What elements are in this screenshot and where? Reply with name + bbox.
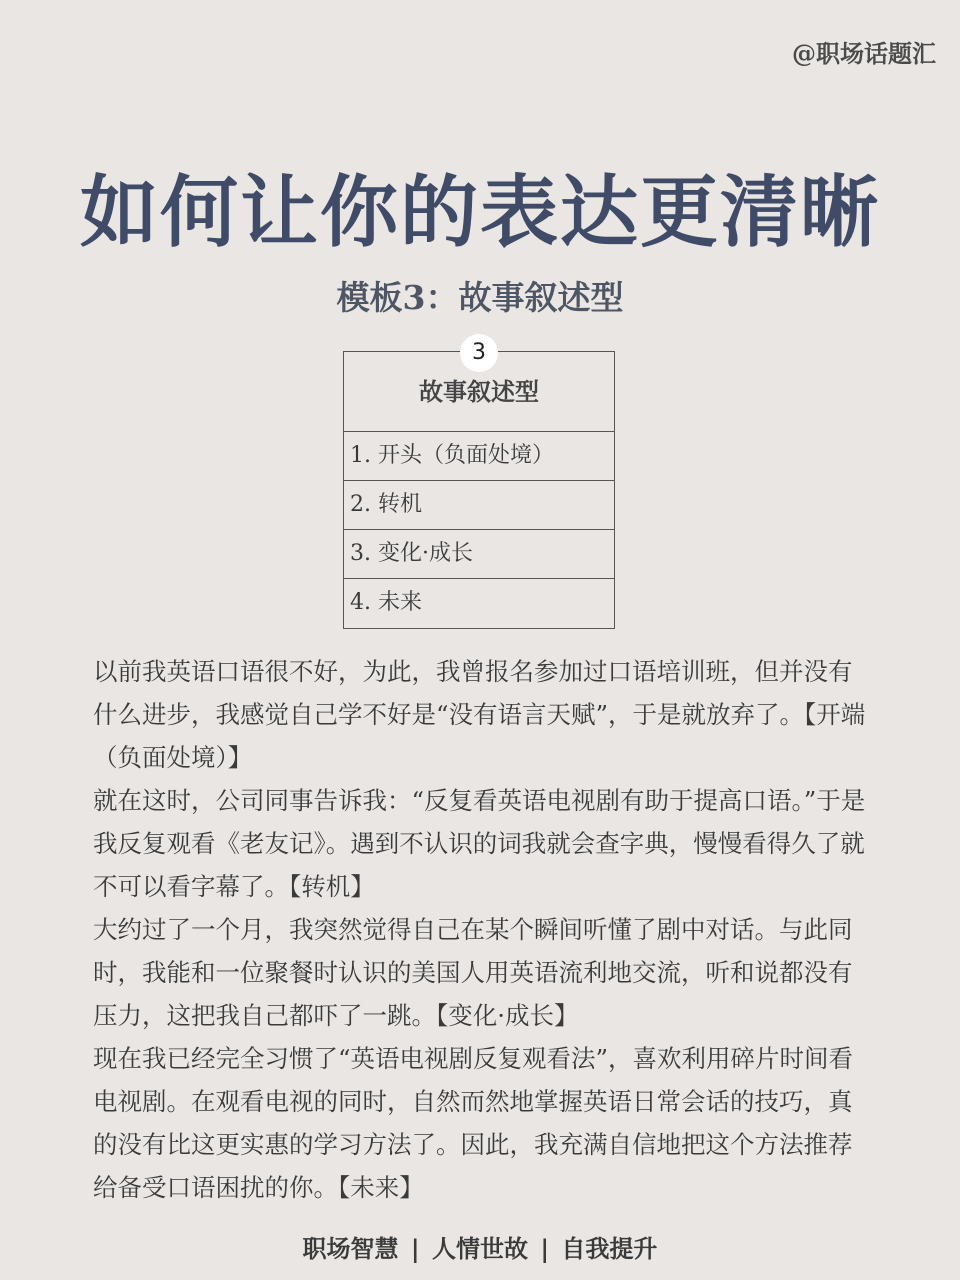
story-paragraph-turning-point: 就在这时，公司同事告诉我：“反复看英语电视剧有助于提高口语。”于是我反复观看《老友记》。遇到不认识的词我就会查字典，慢慢看得久了就不可以看字幕了。【转机】: [93, 786, 866, 901]
table-row-future: 4. 未来: [350, 590, 422, 615]
story-paragraph-opening: 以前我英语口语很不好，为此，我曾报名参加过口语培训班，但并没有什么进步，我感觉自己学不好是“没有语言天赋”，于是就放弃了。【开端（负面处境）】: [93, 657, 866, 772]
page-title: 如何让你的表达更清晰: [79, 167, 880, 258]
account-handle: @职场话题汇: [792, 39, 936, 68]
table-row-turning-point: 2. 转机: [344, 481, 614, 530]
story-body: [93, 650, 873, 1209]
table-row-opening: 1. 开头（负面处境）: [344, 432, 614, 481]
story-paragraph-future: 现在我已经完全习惯了“英语电视剧反复观看法”，喜欢利用碎片时间看电视剧。在观看电视的同时，自然而然地掌握英语日常会话的技巧，真的没有比这更实惠的学习方法了。因此，我充满自信地把这个方法推荐给备受口语困扰的你。【未来】: [93, 1044, 854, 1202]
story-paragraph-growth: 大约过了一个月，我突然觉得自己在某个瞬间听懂了剧中对话。与此同时，我能和一位聚餐时认识的美国人用英语流利地交流，听和说都没有压力，这把我自己都吓了一跳。【变化·成长】: [93, 915, 853, 1030]
footer-tagline: 职场智慧 | 人情世故 | 自我提升: [302, 1234, 658, 1263]
table-row-growth: 3. 变化·成长: [344, 530, 614, 579]
table-heading: 故事叙述型: [344, 352, 614, 432]
template-table: [343, 340, 615, 629]
step-number-badge: 3: [460, 334, 498, 372]
template-subtitle: 模板3：故事叙述型: [336, 278, 624, 317]
